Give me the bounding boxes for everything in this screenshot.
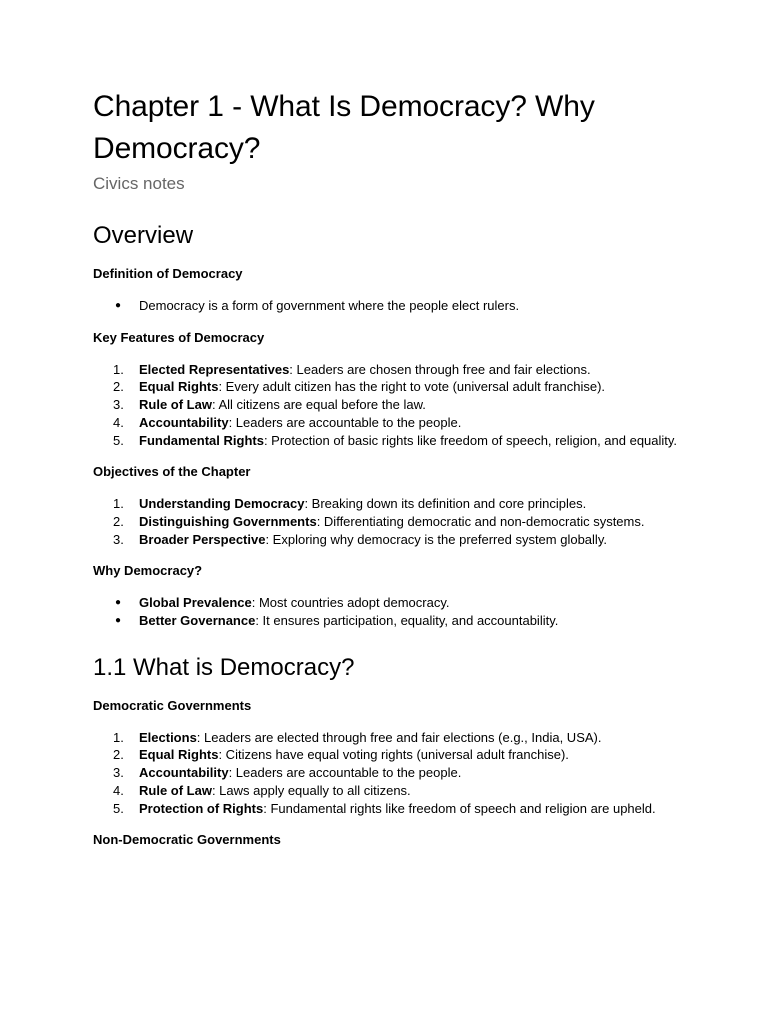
- key-features-list: [93, 361, 683, 450]
- list-item: 5. Protection of Rights: Fundamental rights like freedom of speech and religion are upheld.: [113, 800, 656, 816]
- heading-overview: Overview: [93, 222, 194, 249]
- list-item: 2. Equal Rights: Every adult citizen has the right to vote (universal adult franchise).: [113, 379, 606, 395]
- list-item: 4. Rule of Law: Laws apply equally to all citizens.: [113, 782, 411, 798]
- heading-democratic-governments: Democratic Governments: [93, 697, 252, 713]
- why-democracy-list: [93, 594, 683, 629]
- heading-non-democratic-governments: Non-Democratic Governments: [93, 832, 281, 848]
- heading-why-democracy: Why Democracy?: [93, 563, 203, 579]
- document-subtitle: Civics notes: [93, 174, 185, 193]
- list-item: ● Better Governance: It ensures participation, equality, and accountability.: [93, 612, 683, 630]
- document-page: [93, 86, 683, 849]
- list-item: ● Democracy is a form of government where the people elect rulers.: [93, 297, 683, 315]
- list-item: 5. Fundamental Rights: Protection of basic rights like freedom of speech, religion, and equality.: [113, 432, 678, 448]
- heading-key-features: Key Features of Democracy: [93, 329, 265, 345]
- definition-list: [93, 297, 683, 315]
- list-item: 3. Broader Perspective: Exploring why democracy is the preferred system globally.: [113, 531, 607, 547]
- document-title: Chapter 1 - What Is Democracy? Why Democracy?: [93, 90, 595, 165]
- list-item: 2. Distinguishing Governments: Differentiating democratic and non-democratic systems.: [113, 513, 645, 529]
- list-item: 1. Elected Representatives: Leaders are chosen through free and fair elections.: [113, 361, 591, 377]
- list-item: 3. Accountability: Leaders are accountable to the people.: [113, 765, 462, 781]
- list-item: 3. Rule of Law: All citizens are equal before the law.: [113, 397, 426, 413]
- democratic-governments-list: [93, 729, 683, 818]
- heading-definition: Definition of Democracy: [93, 266, 243, 281]
- list-item: 4. Accountability: Leaders are accountable to the people.: [113, 414, 462, 430]
- list-item: 1. Understanding Democracy: Breaking down its definition and core principles.: [113, 496, 587, 512]
- objectives-list: [93, 495, 683, 548]
- list-item: 1. Elections: Leaders are elected through free and fair elections (e.g., India, USA).: [113, 729, 602, 745]
- heading-section-1-1: 1.1 What is Democracy?: [93, 653, 355, 681]
- heading-objectives: Objectives of the Chapter: [93, 464, 251, 480]
- list-item: 2. Equal Rights: Citizens have equal voting rights (universal adult franchise).: [113, 747, 569, 763]
- list-item: ● Global Prevalence: Most countries adopt democracy.: [93, 594, 683, 612]
